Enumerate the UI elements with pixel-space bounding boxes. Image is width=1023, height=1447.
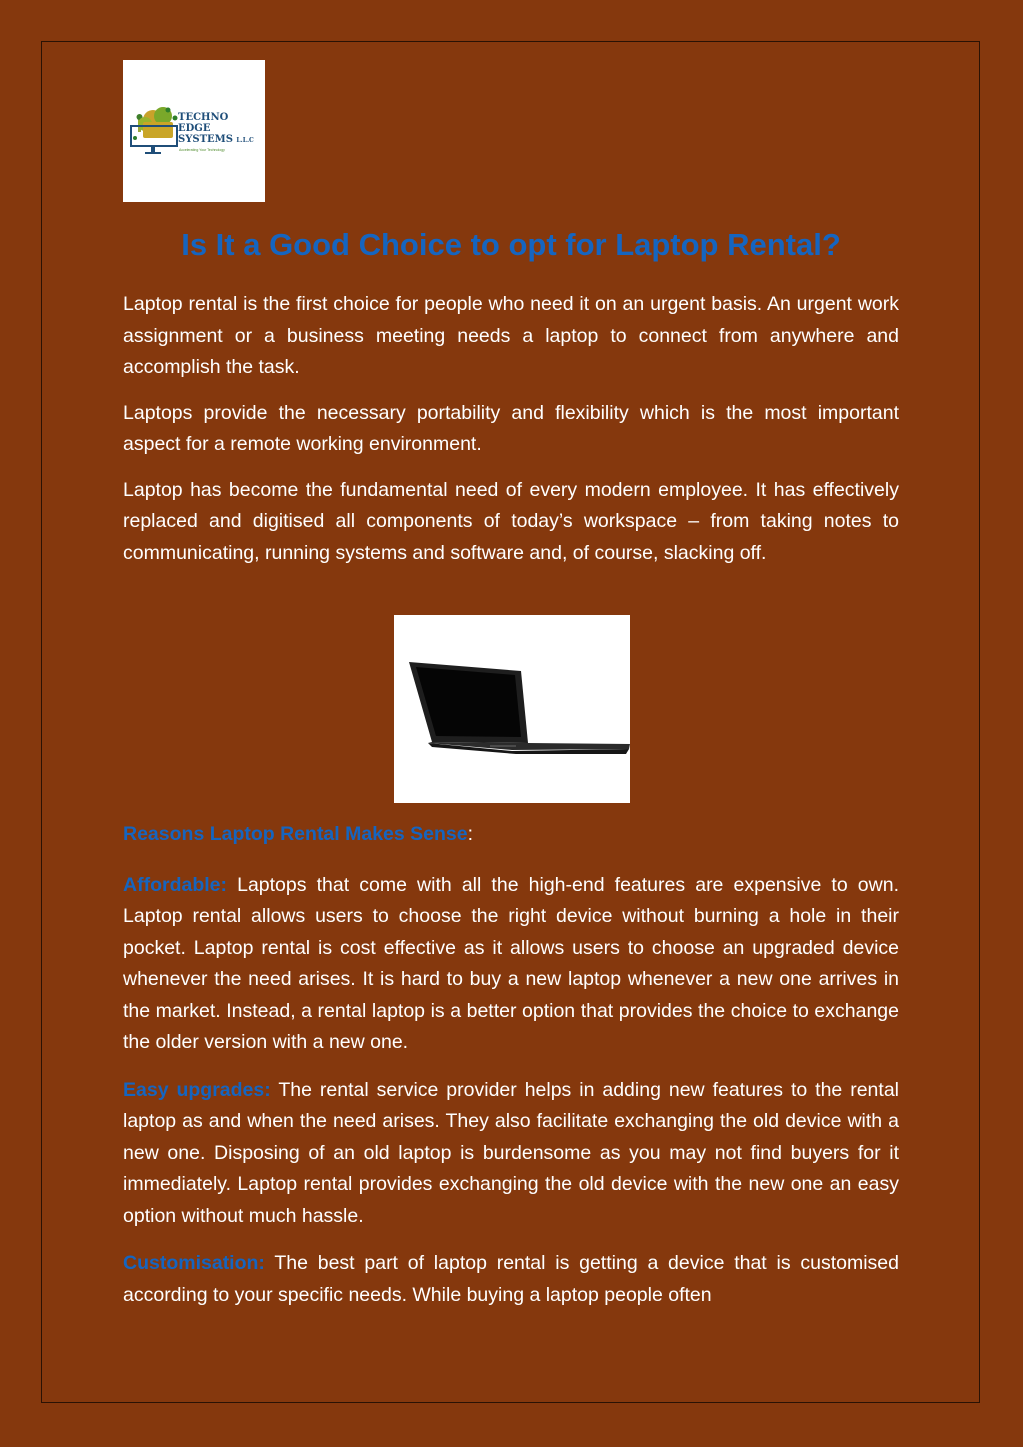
reason-easy-upgrades xyxy=(123,1075,899,1233)
reason-term: Customisation: xyxy=(123,1252,265,1274)
reason-text: The best part of laptop rental is getting a device that is customised according to your specific needs. While buying a laptop people often xyxy=(123,1252,899,1306)
logo-tagline: Accelerating Your Technology xyxy=(179,148,225,152)
intro-paragraph: Laptop rental is the first choice for people who need it on an urgent basis. An urgent work assignment or a business meeting needs a laptop to connect from anywhere and accomplish the task. xyxy=(123,293,899,378)
reason-affordable xyxy=(123,870,899,1059)
intro-paragraph: Laptop has become the fundamental need of every modern employee. It has effectively replaced and digitised all components of today’s workspace – from taking notes to communicating, running systems and software and, of course, slacking off. xyxy=(123,478,899,564)
reason-term: Easy upgrades: xyxy=(123,1078,271,1101)
laptop-image xyxy=(394,615,630,803)
reason-text: The rental service provider helps in adding new features to the rental laptop as and when the need arises. They also facilitate exchanging the old device with a new one. Disposing of an old laptop is burdensome as you may not find buyers for it immediately. Laptop rental provides exchanging the old device with the new one an easy option without much hassle. xyxy=(123,1078,899,1227)
page-title: Is It a Good Choice to opt for Laptop Rental? xyxy=(181,227,841,262)
laptop-icon xyxy=(394,615,630,803)
company-logo xyxy=(123,60,265,202)
reason-customisation xyxy=(123,1248,899,1311)
reason-term: Affordable: xyxy=(123,873,227,896)
logo-wordmark: TECHNO EDGE SYSTEMS L.L.C xyxy=(178,112,254,145)
intro-section xyxy=(123,289,899,569)
reasons-section xyxy=(123,819,899,1311)
reason-text: Laptops that come with all the high-end features are expensive to own. Laptop rental allows users to choose the right device without burning a hole in their pocket. Laptop rental is cost effective as it allows users to choose an upgraded device whenever the need arises. It is hard to buy a new laptop whenever a new one arrives in the market. Instead, a rental laptop is a better option that provides the choice to exchange the older version with a new one. xyxy=(123,873,899,1053)
reasons-heading: Reasons Laptop Rental Makes Sense: xyxy=(123,823,474,845)
intro-paragraph: Laptops provide the necessary portability and flexibility which is the most important aspect for a remote working environment. xyxy=(123,401,899,455)
